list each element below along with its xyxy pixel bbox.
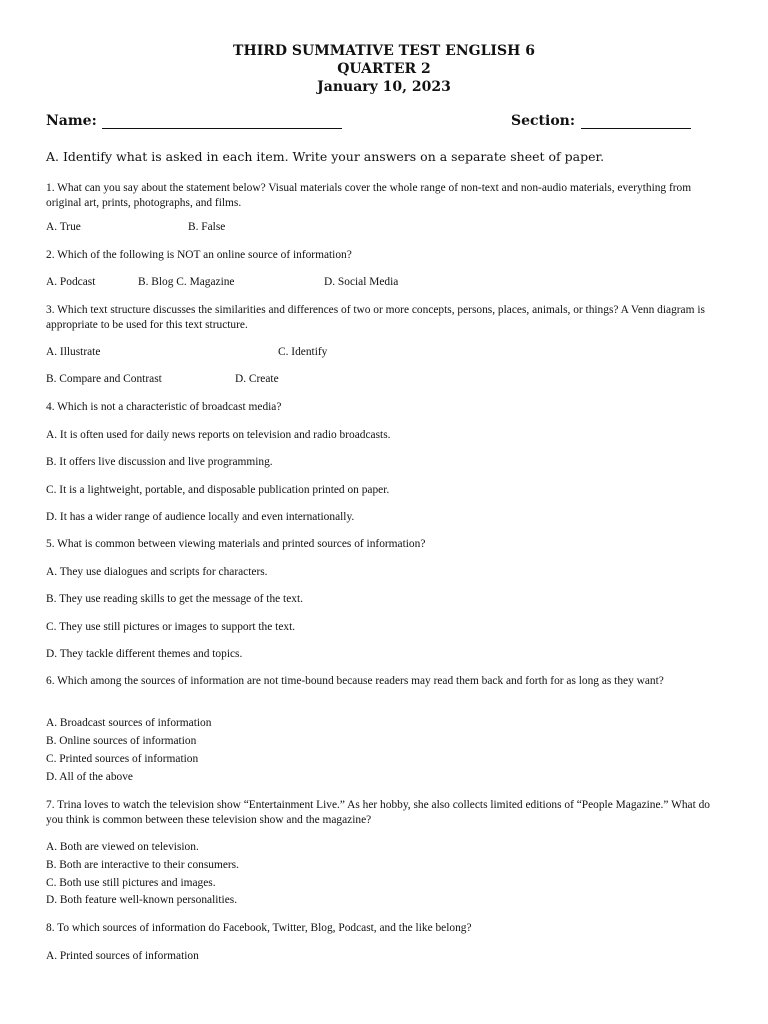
- q3-option-c: C. Identify: [278, 346, 328, 358]
- quarter-label: QUARTER 2: [337, 61, 431, 77]
- q7-option-d: D. Both feature well-known personalities.: [46, 894, 238, 906]
- test-title: THIRD SUMMATIVE TEST ENGLISH 6: [233, 43, 535, 59]
- q5-option-d: D. They tackle different themes and topics.: [46, 648, 243, 660]
- question-8: 8. To which sources of information do Facebook, Twitter, Blog, Podcast, and the like belong?: [46, 922, 472, 934]
- q1-option-b: B. False: [188, 221, 226, 233]
- question-6: 6. Which among the sources of information are not time-bound because readers may read them back and forth for as long as they want?: [46, 675, 664, 687]
- name-blank-line: [102, 128, 342, 129]
- q7-option-b: B. Both are interactive to their consumers.: [46, 859, 239, 871]
- q1-option-a: A. True: [46, 221, 81, 233]
- q5-option-a: A. They use dialogues and scripts for characters.: [46, 566, 268, 578]
- name-section-row: [46, 113, 696, 133]
- q7-option-a: A. Both are viewed on television.: [46, 841, 199, 853]
- q4-option-a: A. It is often used for daily news reports on television and radio broadcasts.: [46, 429, 391, 441]
- section-label: Section:: [511, 113, 576, 129]
- q8-option-a: A. Printed sources of information: [46, 950, 199, 962]
- q6-option-d: D. All of the above: [46, 771, 133, 783]
- instruction: A. Identify what is asked in each item. Write your answers on a separate sheet of paper.: [46, 149, 605, 164]
- q6-option-a: A. Broadcast sources of information: [46, 717, 212, 729]
- q3-option-d: D. Create: [235, 373, 279, 385]
- q6-option-c: C. Printed sources of information: [46, 753, 199, 765]
- q2-option-d: D. Social Media: [324, 276, 399, 288]
- q4-option-b: B. It offers live discussion and live programming.: [46, 456, 273, 468]
- question-7: 7. Trina loves to watch the television show “Entertainment Live.” As her hobby, she also collects limited editions of “People Magazine.” What do you think is common between these television show and the magazine?: [46, 799, 710, 826]
- test-date: January 10, 2023: [317, 79, 451, 95]
- question-3: 3. Which text structure discusses the similarities and differences of two or more concepts, persons, places, animals, or things? A Venn diagram is appropriate to be used for this text structure.: [46, 304, 705, 331]
- question-2: 2. Which of the following is NOT an online source of information?: [46, 249, 352, 261]
- section-blank-line: [581, 128, 691, 129]
- q7-option-c: C. Both use still pictures and images.: [46, 877, 216, 889]
- q5-option-c: C. They use still pictures or images to support the text.: [46, 621, 296, 633]
- q2-option-a: A. Podcast: [46, 276, 96, 288]
- q3-option-a: A. Illustrate: [46, 346, 101, 358]
- q2-option-bc: B. Blog C. Magazine: [138, 276, 235, 288]
- question-4: 4. Which is not a characteristic of broadcast media?: [46, 401, 282, 413]
- question-1: 1. What can you say about the statement below? Visual materials cover the whole range of non-text and non-audio materials, everything from original art, prints, photographs, and films.: [46, 182, 692, 209]
- q4-option-d: D. It has a wider range of audience locally and even internationally.: [46, 511, 355, 523]
- question-5: 5. What is common between viewing materials and printed sources of information?: [46, 538, 426, 550]
- q3-option-b: B. Compare and Contrast: [46, 373, 162, 385]
- q6-option-b: B. Online sources of information: [46, 735, 197, 747]
- q4-option-c: C. It is a lightweight, portable, and disposable publication printed on paper.: [46, 484, 390, 496]
- q5-option-b: B. They use reading skills to get the message of the text.: [46, 593, 303, 605]
- name-label: Name:: [46, 113, 97, 129]
